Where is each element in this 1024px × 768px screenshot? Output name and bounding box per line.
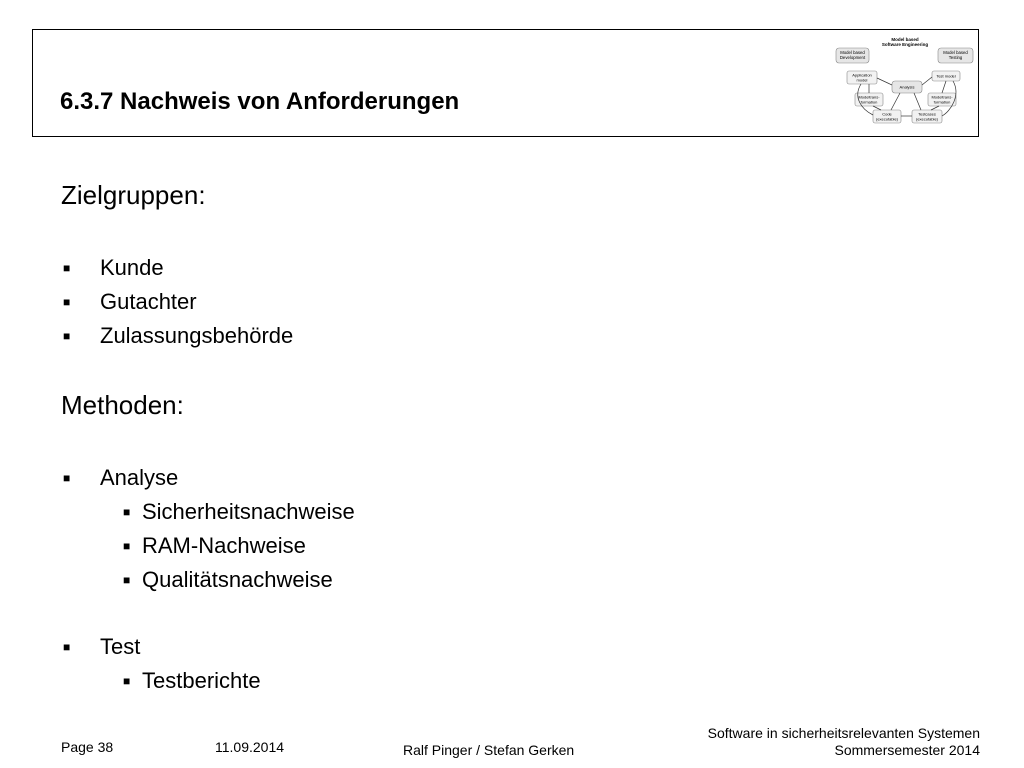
diagram-analysis: Analysis — [899, 84, 915, 90]
square-bullet-icon: ■ — [63, 295, 71, 309]
square-bullet-icon: ■ — [63, 329, 71, 343]
list-subitem: Testberichte — [142, 668, 261, 693]
square-bullet-icon: ■ — [63, 471, 71, 485]
footer-page-number: Page 38 — [61, 739, 114, 755]
list-item: Analyse — [100, 465, 179, 490]
square-bullet-icon: ■ — [123, 505, 131, 519]
diagram-app-model-1: Application — [852, 72, 872, 78]
footer-semester: Sommersemester 2014 — [834, 742, 980, 758]
list-subitem: Qualitätsnachweise — [142, 567, 333, 592]
diagram-test-model: Test model — [936, 73, 956, 79]
list-item: Gutachter — [100, 289, 197, 314]
list-subitem: RAM-Nachweise — [142, 533, 306, 558]
heading-zielgruppen: Zielgruppen: — [61, 180, 206, 210]
slide-title: 6.3.7 Nachweis von Anforderungen — [60, 88, 460, 115]
diagram-title-2: Software Engineering — [881, 42, 929, 47]
diagram-left-box-2: Development — [839, 55, 866, 60]
square-bullet-icon: ■ — [63, 261, 71, 275]
footer-course-title: Software in sicherheitsrelevanten Systemen — [707, 725, 980, 741]
diagram-left-box-1: Model based — [840, 50, 865, 55]
diagram-right-box-2: Testing — [948, 55, 963, 60]
heading-methoden: Methoden: — [61, 390, 184, 420]
diagram-right-box-1: Model based — [943, 50, 968, 55]
list-item: Zulassungsbehörde — [100, 323, 294, 348]
square-bullet-icon: ■ — [123, 539, 131, 553]
list-subitem: Sicherheitsnachweise — [142, 499, 355, 524]
footer-date: 11.09.2014 — [215, 739, 285, 755]
diagram-trans-left-2: formation — [860, 99, 878, 105]
square-bullet-icon: ■ — [123, 573, 131, 587]
diagram-code-2: (executable) — [875, 116, 899, 122]
footer-authors: Ralf Pinger / Stefan Gerken — [403, 742, 575, 758]
diagram-code-1: Code — [882, 111, 892, 117]
diagram-app-model-2: model — [856, 77, 868, 83]
list-item: Test — [100, 634, 141, 659]
list-item: Kunde — [100, 255, 164, 280]
diagram-testcases-1: Testcases — [918, 111, 936, 117]
diagram-trans-left-1: Modeltrans- — [858, 94, 880, 100]
diagram-testcases-2: (executable) — [915, 116, 939, 122]
diagram-trans-right-2: formation — [933, 99, 951, 105]
diagram-title-1: Model based — [891, 37, 919, 42]
square-bullet-icon: ■ — [123, 674, 131, 688]
square-bullet-icon: ■ — [63, 640, 71, 654]
diagram-trans-right-1: Modeltrans- — [931, 94, 953, 100]
